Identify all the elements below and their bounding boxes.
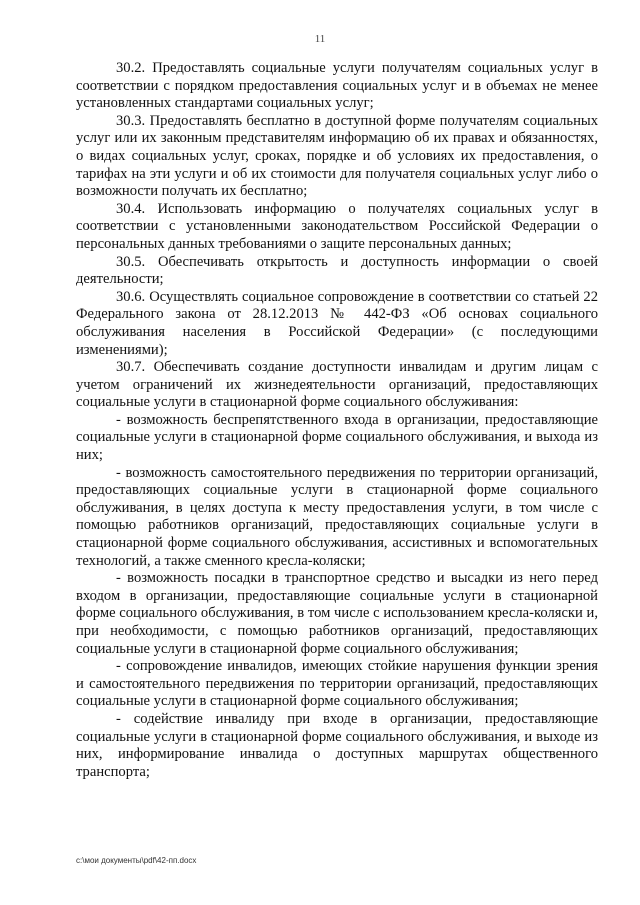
paragraph-30-5: 30.5. Обеспечивать открытость и доступность информации о своей деятельности; [76,253,598,288]
list-item-escort: - сопровождение инвалидов, имеющих стойкие нарушения функции зрения и самостоятельного передвижения по территории организаций, предоставляющих социальные услуги в стационарной форме социального обслуживания; [76,658,598,710]
paragraph-30-6: 30.6. Осуществлять социальное сопровождение в соответствии со статьей 22 Федерального закона от 28.12.2013 № 442-ФЗ «Об основах социального обслуживания населения в Российской Федерации» (с последующими изменениями); [76,288,598,358]
footer-file-path: c:\мои документы\pdf\42-пп.docx [76,856,197,865]
list-item-transport: - возможность посадки в транспортное средство и высадки из него перед входом в организации, предоставляющие социальные услуги в стационарной форме социального обслуживания, в том числе с использованием кресла-коляски и, при необходимости, с помощью работников организаций, предоставляющих социальные услуги в стационарной форме социального обслуживания; [76,570,598,657]
paragraph-30-2: 30.2. Предоставлять социальные услуги получателям социальных услуг в соответствии с порядком предоставления социальных услуг и в объемах не менее установленных стандартами социальных услуг; [76,60,598,112]
paragraph-30-3: 30.3. Предоставлять бесплатно в доступной форме получателям социальных услуг или их законным представителям информацию об их правах и обязанностях, о видах социальных услуг, сроках, порядке и об условиях их предоставления, о тарифах на эти услуги и об их стоимости для получателя социальных услуг либо о возможности получать их бесплатно; [76,112,598,200]
document-body [76,60,598,781]
list-item-entrance: - возможность беспрепятственного входа в организации, предоставляющие социальные услуги в стационарной форме социального обслуживания, и выхода из них; [76,411,598,464]
paragraph-30-4: 30.4. Использовать информацию о получателях социальных услуг в соответствии с установленными законодательством Российской Федерации о персональных данных требованиями о защите персональных данных; [76,200,598,252]
list-item-movement: - возможность самостоятельного передвижения по территории организаций, предоставляющих социальные услуги в стационарной форме социального обслуживания, в целях доступа к месту предоставления услуги, в том числе с помощью работников организаций, предоставляющих социальные услуги в стационарной форме социального обслуживания, ассистивных и вспомогательных технологий, а также сменного кресла-коляски; [76,464,598,569]
page-number: 11 [314,33,326,45]
list-item-assistance: - содействие инвалиду при входе в организации, предоставляющие социальные услуги в стационарной форме социального обслуживания, и выходе из них, информирование инвалида о доступных маршрутах общественного транспорта; [76,710,598,780]
paragraph-30-7: 30.7. Обеспечивать создание доступности инвалидам и другим лицам с учетом ограничений их жизнедеятельности организаций, предоставляющих социальные услуги в стационарной форме социального обслуживания: [76,359,598,411]
